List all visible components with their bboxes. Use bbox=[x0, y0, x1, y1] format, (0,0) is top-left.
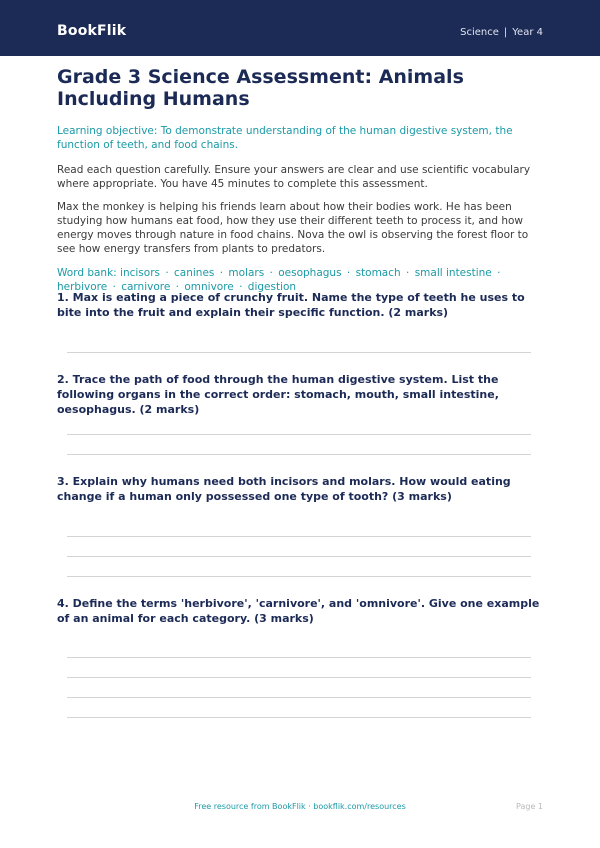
subject-label: Science bbox=[460, 27, 499, 38]
answer-line[interactable] bbox=[67, 454, 531, 455]
year-label: Year 4 bbox=[512, 27, 543, 38]
word-bank-term: oesophagus bbox=[278, 267, 342, 279]
word-separator: · bbox=[109, 281, 120, 293]
word-bank-term: stomach bbox=[355, 267, 401, 279]
page-title: Grade 3 Science Assessment: Animals Including Humans bbox=[57, 66, 464, 110]
word-bank-term: carnivore bbox=[121, 281, 171, 293]
instructions-text: Read each question carefully. Ensure your answers are clear and use scientific vocabulary where appropriate. You have 45 minutes to complete this assessment. bbox=[57, 164, 531, 190]
answer-line[interactable] bbox=[67, 657, 531, 658]
page-number: Page 1 bbox=[516, 802, 543, 811]
answer-line[interactable] bbox=[67, 434, 531, 435]
word-bank-term: canines bbox=[174, 267, 215, 279]
header-bar bbox=[0, 0, 600, 56]
answer-line[interactable] bbox=[67, 677, 531, 678]
word-bank-label: Word bank: bbox=[57, 267, 117, 279]
word-bank-term: small intestine bbox=[414, 267, 492, 279]
page-footer bbox=[0, 802, 600, 814]
word-separator: · bbox=[162, 267, 173, 279]
word-bank-term: digestion bbox=[247, 281, 297, 293]
question-4: 4. Define the terms 'herbivore', 'carnivore', and 'omnivore'. Give one example of an animal for each category. (3 marks) bbox=[57, 597, 540, 625]
answer-line[interactable] bbox=[67, 556, 531, 557]
story-intro-text: Max the monkey is helping his friends learn about how their bodies work. He has been studying how humans eat food, how they use their different teeth to process it, and how energy moves through nature in food chains. Nova the owl is observing the forest floor to see how energy transfers from plants to predators. bbox=[57, 201, 529, 255]
question-1: 1. Max is eating a piece of crunchy fruit. Name the type of teeth he uses to bite into the fruit and explain their specific function. (2 marks) bbox=[57, 291, 525, 319]
word-bank-term: omnivore bbox=[184, 281, 234, 293]
question-3: 3. Explain why humans need both incisors and molars. How would eating change if a human only possessed one type of tooth? (3 marks) bbox=[57, 475, 511, 503]
word-separator: · bbox=[172, 281, 183, 293]
worksheet-intro bbox=[57, 66, 543, 294]
learning-objective: Learning objective: To demonstrate understanding of the human digestive system, the function of teeth, and food chains. bbox=[57, 125, 513, 151]
word-separator: · bbox=[402, 267, 413, 279]
header-separator: | bbox=[503, 27, 508, 38]
word-separator: · bbox=[266, 267, 277, 279]
answer-line[interactable] bbox=[67, 697, 531, 698]
footer-credit-link[interactable]: Free resource from BookFlik · bookflik.com/resources bbox=[194, 802, 406, 811]
answer-line[interactable] bbox=[67, 717, 531, 718]
word-separator: · bbox=[216, 267, 227, 279]
word-separator: · bbox=[235, 281, 246, 293]
answer-line[interactable] bbox=[67, 576, 531, 577]
word-bank-term: incisors bbox=[120, 267, 160, 279]
answer-line[interactable] bbox=[67, 536, 531, 537]
subject-year-label bbox=[460, 27, 543, 38]
brand-logo[interactable]: BookFlik bbox=[57, 23, 127, 39]
word-separator: · bbox=[493, 267, 501, 279]
word-separator: · bbox=[343, 267, 354, 279]
word-bank-term: herbivore bbox=[57, 281, 108, 293]
answer-line[interactable] bbox=[67, 352, 531, 353]
question-2: 2. Trace the path of food through the human digestive system. List the following organs in the correct order: stomach, mouth, small intestine, oesophagus. (2 marks) bbox=[57, 373, 499, 416]
word-bank-term: molars bbox=[228, 267, 265, 279]
